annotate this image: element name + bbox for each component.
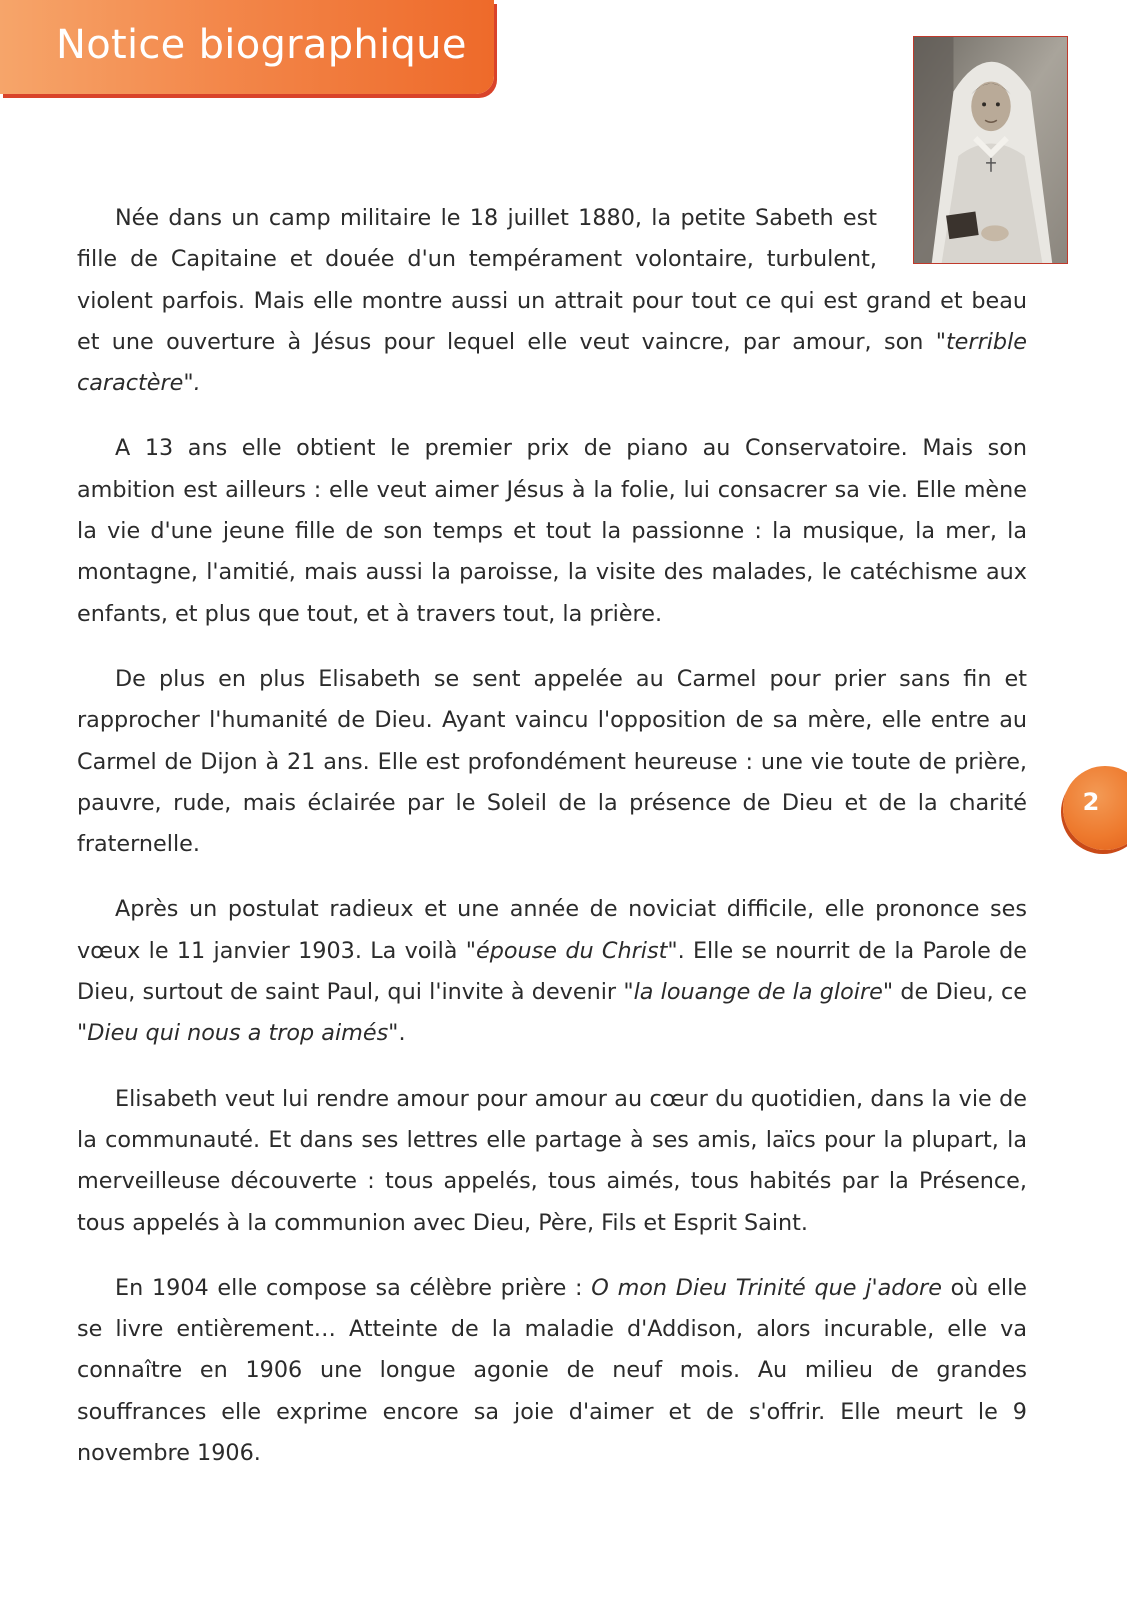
paragraph-1-text: Née dans un camp militaire le 18 juillet 1880, la petite Sabeth est fille de Capitaine et douée d'un tempérament volontaire, turbulent, violent parfois. Mais elle montre aussi un attrait pour tout ce qui est grand et beau et une ouverture à Jésus pour lequel elle veut vaincre, par amour, son	[77, 205, 1027, 355]
paragraph-6-text-b: où elle se livre entièrement… Atteinte de la maladie d'Addison, alors incurable, elle va connaître en 1906 une longue agonie de neuf mois. Au milieu de grandes souffrances elle exprime encore sa joie d'aimer et de s'offrir. Elle meurt le 9 novembre 1906.	[77, 1274, 1027, 1467]
paragraph-4-quote-1: "épouse du Christ"	[465, 937, 678, 964]
page-title: Notice biographique	[56, 22, 467, 68]
paragraph-4-text-c: de Dieu, ce	[893, 979, 1027, 1006]
paragraph-4	[77, 889, 1027, 1054]
photo-text-wrap-space	[877, 198, 1027, 280]
paragraph-5: Elisabeth veut lui rendre amour pour amour au cœur du quotidien, dans la vie de la communauté. Et dans ses lettres elle partage à ses amis, laïcs pour la plupart, la merveilleuse découverte : tous appelés, tous aimés, tous habités par la Présence, tous appelés à la communion avec Dieu, Père, Fils et Esprit Saint.	[77, 1085, 1027, 1236]
paragraph-1	[77, 198, 1027, 404]
paragraph-4-text-d: .	[398, 1020, 406, 1047]
paragraph-4-text-a: Après un postulat radieux et une année de noviciat difficile, elle prononce ses vœux le 11 janvier 1903. La voilà	[77, 896, 1027, 964]
paragraph-4-quote-3: "Dieu qui nous a trop aimés"	[77, 1020, 399, 1047]
biography-text	[77, 198, 1027, 1498]
paragraph-4-quote-2: "la louange de la gloire"	[623, 979, 894, 1006]
paragraph-4-text-b: . Elle se nourrit de la Parole de Dieu, surtout de saint Paul, qui l'invite à devenir	[77, 937, 1028, 1006]
paragraph-6-text-a: En 1904 elle compose sa célèbre prière :	[115, 1274, 592, 1301]
paragraph-1-quote: "terrible caractère".	[77, 328, 1027, 397]
paragraph-6	[77, 1268, 1027, 1474]
paragraph-2: A 13 ans elle obtient le premier prix de piano au Conservatoire. Mais son ambition est ailleurs : elle veut aimer Jésus à la folie, lui consacrer sa vie. Elle mène la vie d'une jeune fille de son temps et tout la passionne : la musique, la mer, la montagne, l'amitié, mais aussi la paroisse, la visite des malades, le catéchisme aux enfants, et plus que tout, et à travers tout, la prière.	[77, 435, 1027, 627]
paragraph-3: De plus en plus Elisabeth se sent appelée au Carmel pour prier sans fin et rapprocher l'humanité de Dieu. Ayant vaincu l'opposition de sa mère, elle entre au Carmel de Dijon à 21 ans. Elle est profondément heureuse : une vie toute de prière, pauvre, rude, mais éclairée par le Soleil de la présence de Dieu et de la charité fraternelle.	[77, 665, 1027, 858]
paragraph-6-prayer-title: O mon Dieu Trinité que j'adore	[591, 1274, 942, 1301]
page-number: 2	[1082, 788, 1100, 816]
